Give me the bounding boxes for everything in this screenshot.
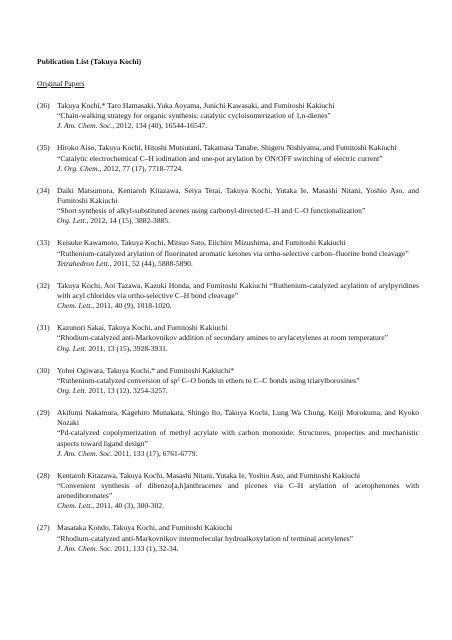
entry-journal: Chem. Lett. (57, 301, 93, 311)
entry-citation: , 2011, 52 (44), 5888-5890. (109, 258, 193, 268)
publication-entry (37, 523, 419, 554)
entry-number: (36) (37, 101, 50, 110)
entry-journal: J. Am. Chem. Soc. (57, 121, 113, 131)
entry-number: (33) (37, 238, 50, 248)
entry-title: “Ruthenium-catalyzed conversion of sp³ C–O bonds in ethers to C–C bonds using triarylboroxines” (57, 375, 360, 385)
entry-journal: Org. Lett. (57, 343, 87, 353)
entry-number: (31) (37, 323, 50, 333)
entry-authors: Akifumi Nakamura, Kagehiro Munakata, Shingo Ito, Takuya Kochi, Lung Wa Chung, Keiji Morokuma, and Kyoko Nozaki (57, 408, 419, 428)
entry-journal: Org. Lett. (57, 216, 87, 226)
entry-number: (28) (37, 470, 50, 480)
publication-entry (37, 323, 419, 354)
entry-title: “Rhodium-catalyzed anti-Markovnikov addition of secondary amines to arylacetylenes at room temperature” (57, 333, 389, 343)
entry-title: “Ruthenium-catalyzed arylation of fluorinated aromatic ketones via ortho-selective carbon–fluorine bond cleavage” (57, 248, 409, 258)
entry-citation: , 2011, 40 (3), 300-302. (92, 501, 165, 511)
entry-authors: Keisuke Kawamoto, Takuya Kochi, Mitsuo Sato, Eiichiro Mizushima, and Fumitoshi Kakiuchi (57, 238, 346, 248)
entry-title: “Rhodium-catalyzed anti-Markovnikov intermolecular hydroalkoxylation of terminal acetylenes” (57, 533, 354, 543)
entry-title: “Short synthesis of alkyl-substituted acenes using carbonyl-directed C–H and C–O functionalization” (57, 206, 366, 216)
entry-citation: , 2012, 14 (15), 3882-3885. (86, 216, 170, 226)
entry-journal: Tetrahedron Lett. (57, 258, 110, 268)
entry-journal: J. Am. Chem. Soc. (57, 543, 113, 553)
entry-journal: Chem. Lett. (57, 501, 93, 511)
entry-authors: Masataka Kondo, Takuya Kochi, and Fumitoshi Kakiuchi (57, 523, 233, 533)
entry-journal: Org. Lett. (57, 386, 87, 396)
entry-citation: 2011, 133 (17), 6761-6779. (112, 448, 198, 458)
publication-list (37, 101, 419, 566)
entry-authors: Yohei Ogiwara, Takuya Kochi,* and Fumitoshi Kakiuchi* (57, 365, 234, 375)
entry-citation: 2011, 133 (1), 32-34. (112, 543, 179, 553)
entry-authors: Hiroko Aiso, Takuya Kochi, Hitoshi Mutsutani, Takamasa Tanabe, Shigeru Nishiyama, and Fumitoshi Kakiuchi (57, 143, 397, 153)
entry-number: (35) (37, 143, 50, 153)
entry-number: (34) (37, 185, 50, 195)
publication-entry (37, 101, 419, 132)
entry-authors: Kazunori Sakai, Takuya Kochi, and Fumitoshi Kakiuchi (57, 323, 228, 333)
entry-journal: J. Am. Chem. Soc. (57, 448, 113, 458)
publication-entry (37, 408, 419, 459)
entry-number: (29) (37, 408, 50, 418)
entry-number: (27) (37, 523, 50, 533)
publication-entry (37, 366, 419, 397)
entry-title: “Catalytic electrochemical C–H iodination and one-pot arylation by ON/OFF switching of electric current” (57, 153, 383, 163)
entry-citation: , 2012, 134 (40), 16544-16547. (112, 121, 208, 131)
publication-entry (37, 281, 419, 312)
entry-citation: , 2012, 77 (17), 7718-7724. (99, 163, 184, 173)
publication-entry (37, 143, 419, 174)
entry-number: (30) (37, 365, 50, 375)
entry-authors: Daiki Matsumura, Kentaroh Kitazawa, Seiya Terai, Takuya Kochi, Yutaka Ie, Masashi Nitani, Yoshio Aso, and Fumitoshi Kakiuchi (57, 185, 419, 206)
entry-title: “Pd-catalyzed copolymerization of methyl acrylate with carbon monoxide: Structures, properties and mechanistic aspects toward ligand design” (57, 428, 419, 448)
publication-entry (37, 471, 419, 512)
section-heading: Original Papers (37, 79, 85, 88)
entry-title: “Convenient synthesis of dibenzo[a,h]anthracenes and picenes via C–H arylation of acetophenones with arenediboronates” (57, 481, 419, 501)
entry-citation: , 2011, 40 (9), 1018-1020. (92, 301, 172, 311)
entry-authors: Kentaroh Kitazawa, Takuya Kochi, Masashi Nitani, Yutaka Ie, Yoshio Aso, and Fumitoshi Kakiuchi (57, 470, 361, 480)
entry-citation: 2011, 13 (12), 3254-3257. (86, 386, 168, 396)
entry-title: “Chain-walking strategy for organic synthesis: catalytic cycloisomerization of 1,n-dienes” (57, 111, 331, 121)
entry-authors: Takuya Kochi, Aoi Tazawa, Kazuki Honda, and Fumitoshi Kakiuchi “Ruthenium-catalyzed acylation of arylpyridines with acyl chlorides via ortho-selective C–H bond cleavage” (57, 280, 419, 301)
entry-number: (32) (37, 280, 50, 290)
publication-entry (37, 186, 419, 227)
entry-journal: J. Org. Chem. (57, 163, 100, 173)
entry-authors: Takuya Kochi,* Taro Hamasaki, Yuka Aoyama, Junichi Kawasaki, and Fumitoshi Kakiuchi (57, 101, 335, 110)
publication-entry (37, 238, 419, 269)
entry-citation: 2011, 13 (15), 3928-3931. (86, 343, 168, 353)
page-title: Publication List (Takuya Kochi) (37, 57, 142, 66)
